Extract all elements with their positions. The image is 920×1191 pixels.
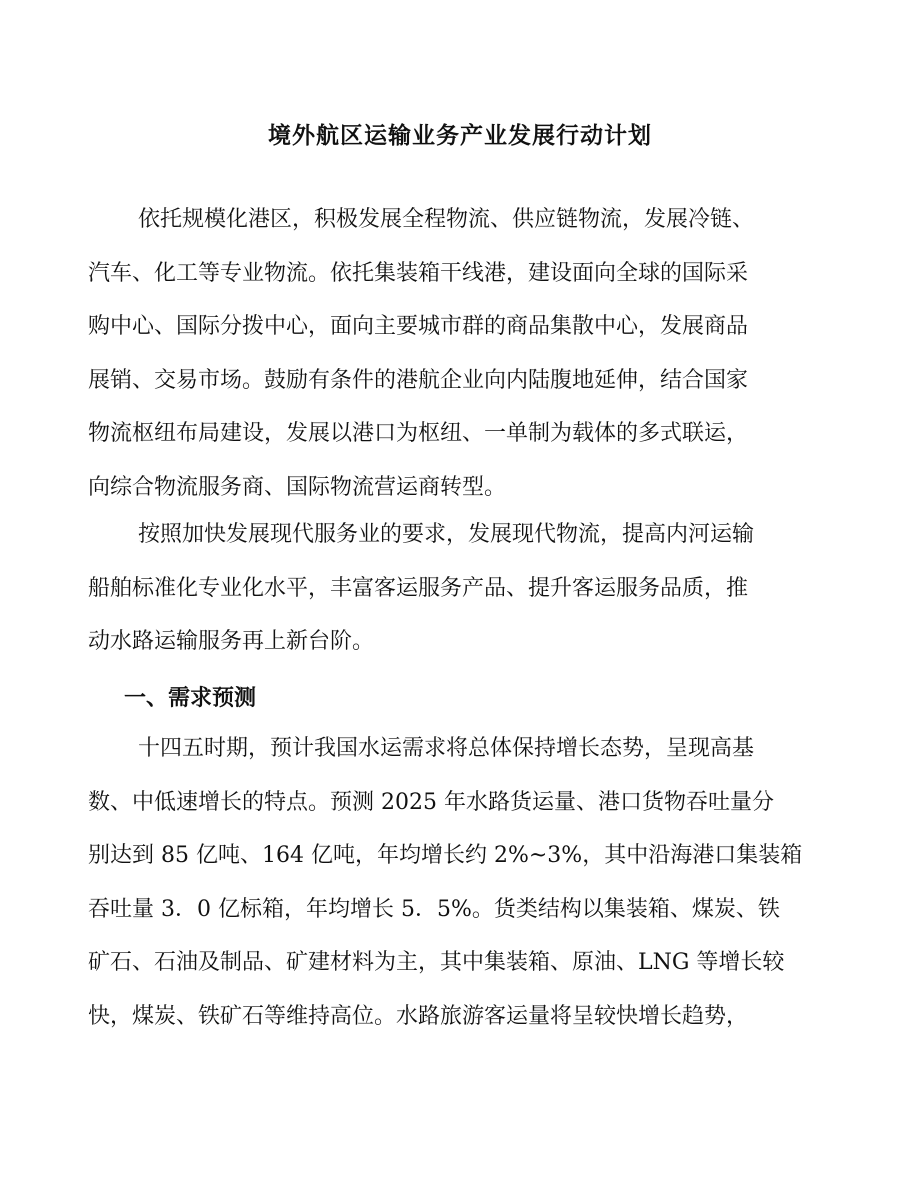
paragraph-line: 向综合物流服务商、国际物流营运商转型。 [88,474,507,500]
paragraph-line: 快，煤炭、铁矿石等维持高位。水路旅游客运量将呈较快增长趋势， [88,1003,749,1029]
paragraph-1 [88,193,834,514]
paragraph-line: 按照加快发展现代服务业的要求，发展现代物流，提高内河运输 [138,522,755,547]
paragraph-line: 汽车、化工等专业物流。依托集装箱干线港，建设面向全球的国际采 [88,260,749,286]
paragraph-line: 吞吐量 3．0 亿标箱，年均增长 5．5%。货类结构以集装箱、煤炭、铁 [88,896,780,922]
paragraph-line: 船舶标准化专业化水平，丰富客运服务产品、提升客运服务品质，推 [88,575,749,601]
paragraph-line: 矿石、石油及制品、矿建材料为主，其中集装箱、原油、LNG 等增长较 [88,950,785,975]
paragraph-2 [88,508,834,669]
paragraph-line: 依托规模化港区，积极发展全程物流、供应链物流，发展冷链、 [138,207,755,232]
paragraph-line: 动水路运输服务再上新台阶。 [88,629,375,654]
page-title: 境外航区运输业务产业发展行动计划 [268,122,652,149]
section-1-paragraph [88,722,834,1043]
paragraph-line: 别达到 85 亿吨、164 亿吨，年均增长约 2%~3%，其中沿海港口集装箱 [88,843,803,868]
paragraph-line: 数、中低速增长的特点。预测 2025 年水路货运量、港口货物吞吐量分 [88,789,774,815]
paragraph-line: 十四五时期，预计我国水运需求将总体保持增长态势，呈现高基 [138,736,755,761]
paragraph-line: 展销、交易市场。鼓励有条件的港航企业向内陆腹地延伸，结合国家 [88,367,749,393]
paragraph-line: 购中心、国际分拨中心，面向主要城市群的商品集散中心，发展商品 [88,314,749,339]
section-heading: 一、需求预测 [124,685,257,711]
paragraph-line: 物流枢纽布局建设，发展以港口为枢纽、一单制为载体的多式联运， [88,421,749,446]
